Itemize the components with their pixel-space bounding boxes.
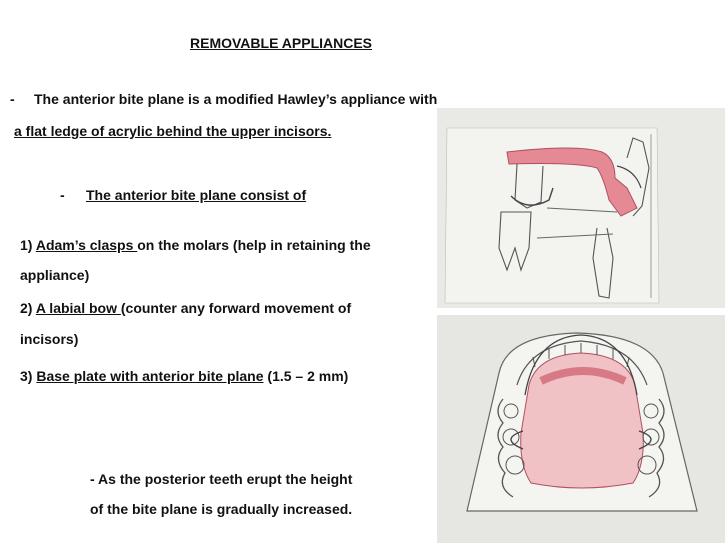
note-line-2: of the bite plane is gradually increased.	[90, 501, 353, 517]
item-term: Adam’s clasps	[35, 237, 138, 253]
list-item-1-continued: appliance)	[20, 267, 90, 283]
intro-line-2: a flat ledge of acrylic behind the upper incisors.	[14, 123, 332, 139]
list-item-3	[20, 367, 348, 385]
intro-bullet: -	[10, 91, 15, 107]
lateral-view-figure	[437, 108, 725, 308]
item-number: 1)	[20, 237, 33, 253]
item-description: on the molars (help in retaining the	[137, 237, 371, 253]
intro-line-1: The anterior bite plane is a modified Hawley’s appliance with	[34, 91, 438, 107]
consist-bullet: -	[60, 187, 65, 203]
occlusal-view-figure	[437, 315, 725, 543]
list-item-1	[20, 236, 371, 254]
item-term: A labial bow	[35, 300, 121, 316]
slide-title: REMOVABLE APPLIANCES	[190, 35, 373, 51]
item-description: (1.5 – 2 mm)	[263, 368, 349, 384]
occlusal-view-drawing	[437, 315, 725, 543]
item-number: 3)	[20, 368, 33, 384]
item-number: 2)	[20, 300, 33, 316]
item-term: Base plate with anterior bite plane	[36, 368, 264, 384]
list-item-2-continued: incisors)	[20, 331, 79, 347]
list-item-2	[20, 299, 351, 317]
item-description: (counter any forward movement of	[120, 300, 352, 316]
lateral-view-drawing	[437, 108, 725, 308]
consist-heading: The anterior bite plane consist of	[86, 187, 307, 203]
note-line-1: - As the posterior teeth erupt the height	[90, 471, 353, 487]
